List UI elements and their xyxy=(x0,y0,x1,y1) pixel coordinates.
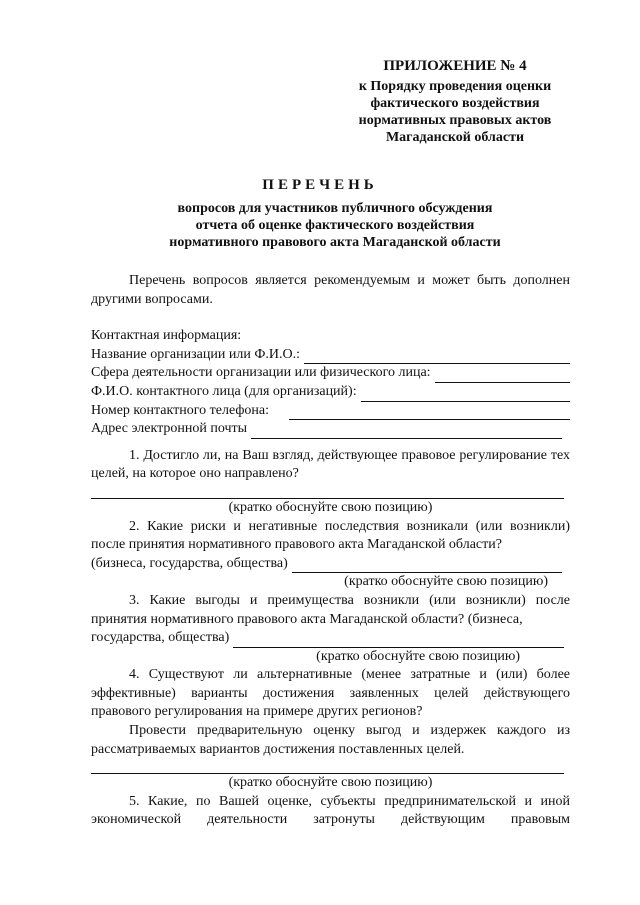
contact-label: Адрес электронной почты xyxy=(91,421,248,437)
fill-line[interactable] xyxy=(251,425,562,439)
question-3: 3. Какие выгоды и преимущества возникли (или возникли) после принятия нормативного правового акта Магаданской области? (бизнеса, xyxy=(91,592,570,627)
question-2-tail[interactable] xyxy=(91,555,570,574)
hint-text: (кратко обоснуйте свою позицию) xyxy=(228,499,433,515)
subtitle-line: отчета об оценке фактического воздействия xyxy=(195,218,475,233)
answer-line[interactable] xyxy=(233,634,564,648)
hint-text: (кратко обоснуйте свою позицию) xyxy=(344,574,548,590)
question-tail-text: (бизнеса, государства, общества) xyxy=(91,555,288,571)
contact-field-phone[interactable] xyxy=(91,402,570,421)
subtitle-line: вопросов для участников публичного обсуждения xyxy=(177,201,493,216)
appendix-number: ПРИЛОЖЕНИЕ № 4 xyxy=(383,58,527,74)
appendix-line: нормативных правовых актов xyxy=(358,113,552,128)
contact-label: Сфера деятельности организации или физического лица: xyxy=(91,365,431,381)
fill-line[interactable] xyxy=(304,350,570,364)
document-body xyxy=(91,272,570,830)
appendix-block xyxy=(330,58,580,146)
contact-field-email[interactable] xyxy=(91,420,570,439)
question-2: 2. Какие риски и негативные последствия возникали (или возникли) после принятия нормативного правового акта Магаданской области? xyxy=(91,518,570,553)
document-subtitle xyxy=(100,200,570,251)
answer-line[interactable] xyxy=(91,484,564,499)
document-title: ПЕРЕЧЕНЬ xyxy=(262,177,378,193)
contact-label: Номер контактного телефона: xyxy=(91,402,269,418)
contact-field-sphere[interactable] xyxy=(91,364,570,383)
contact-field-person[interactable] xyxy=(91,383,570,402)
answer-line[interactable] xyxy=(91,759,564,774)
contact-label: Название организации или Ф.И.О.: xyxy=(91,346,300,362)
contacts-heading: Контактная информация: xyxy=(91,328,242,344)
question-3-tail[interactable] xyxy=(91,629,570,648)
fill-line[interactable] xyxy=(361,388,570,402)
answer-line[interactable] xyxy=(292,559,562,573)
appendix-line: к Порядку проведения оценки xyxy=(358,79,552,94)
contact-field-org[interactable] xyxy=(91,346,570,365)
subtitle-line: нормативного правового акта Магаданской области xyxy=(169,235,501,250)
fill-line[interactable] xyxy=(435,369,570,383)
intro-paragraph: Перечень вопросов является рекомендуемым и может быть дополнен другими вопросами. xyxy=(91,273,570,307)
hint-text: (кратко обоснуйте свою позицию) xyxy=(316,648,520,664)
hint-text: (кратко обоснуйте свою позицию) xyxy=(228,775,433,791)
question-5: 5. Какие, по Вашей оценке, субъекты предпринимательской и иной экономической деятельности затронуты действующим правовым xyxy=(91,793,570,828)
appendix-line: фактического воздействия xyxy=(370,96,540,111)
question-1: 1. Достигло ли, на Ваш взгляд, действующее правовое регулирование тех целей, на которое оно направлено? xyxy=(91,447,570,482)
question-4-extra: Провести предварительную оценку выгод и издержек каждого из рассматриваемых вариантов достижения поставленных целей. xyxy=(91,723,570,757)
contact-label: Ф.И.О. контактного лица (для организаций): xyxy=(91,383,357,399)
question-tail-text: государства, общества) xyxy=(91,630,230,646)
appendix-line: Магаданской области xyxy=(385,130,525,145)
question-4: 4. Существуют ли альтернативные (менее затратные и (или) более эффективные) варианты достижения заявленных целей действующего правового регулирования на примере других регионов? xyxy=(91,667,570,720)
fill-line[interactable] xyxy=(289,406,570,420)
